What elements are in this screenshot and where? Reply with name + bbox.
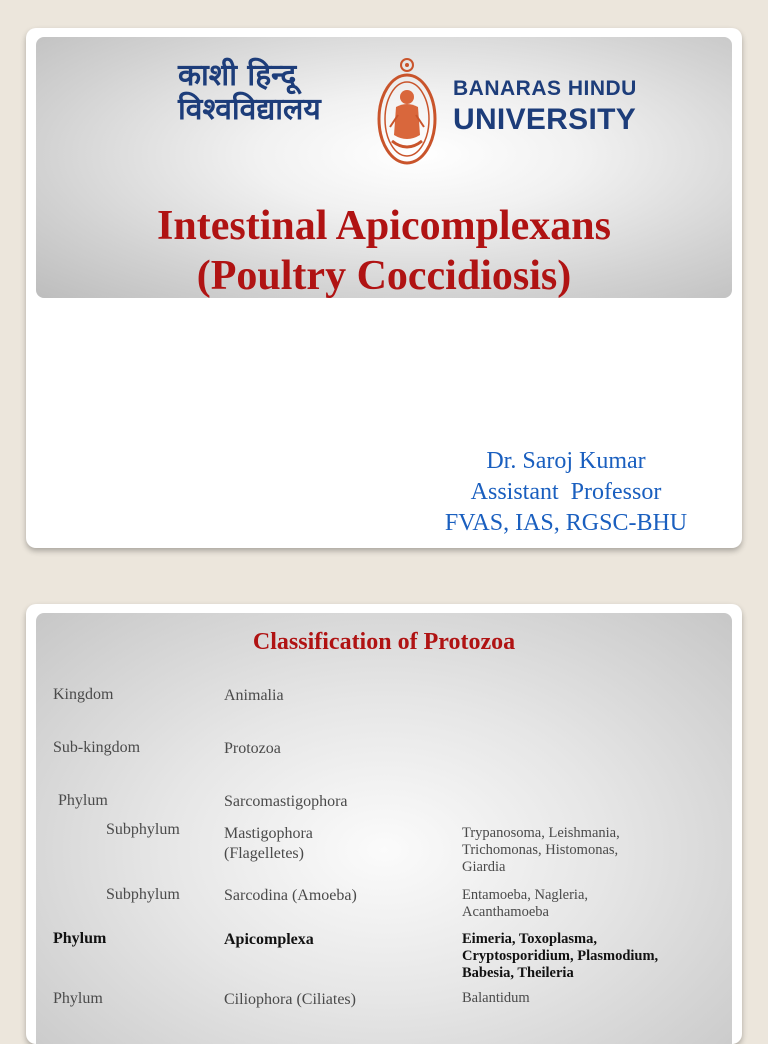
slide-title: [36, 201, 732, 301]
author-affiliation: FVAS, IAS, RGSC-BHU: [444, 510, 688, 536]
taxon-cell: Mastigophora (Flagelletes): [224, 825, 313, 862]
examples-cell: Balantidum: [462, 990, 530, 1006]
university-seal-icon: [376, 57, 438, 169]
rank-cell: Kingdom: [53, 686, 114, 703]
classification-title: Classification of Protozoa: [252, 629, 516, 655]
rank-cell: Sub-kingdom: [53, 739, 141, 756]
examples-cell: Entamoeba, Nagleria, Acanthamoeba: [462, 887, 589, 920]
bhu-logo: [178, 57, 638, 172]
classification-slide: [26, 604, 742, 1044]
title-line-2: (Poultry Coccidiosis): [196, 253, 572, 299]
english-university-name: BANARAS HINDU UNIVERSITY: [453, 77, 637, 136]
rank-cell: Phylum: [53, 990, 103, 1007]
title-header-panel: [36, 37, 732, 298]
taxon-cell: Sarcodina (Amoeba): [224, 887, 357, 904]
rank-cell: Subphylum: [106, 821, 180, 838]
taxon-cell: Ciliophora (Ciliates): [224, 991, 356, 1008]
taxon-cell: Apicomplexa: [224, 931, 314, 948]
examples-cell: Trypanosoma, Leishmania, Trichomonas, Histomonas, Giardia: [462, 825, 620, 875]
rank-cell: Phylum: [58, 792, 108, 809]
author-info: [396, 446, 736, 539]
hindi-university-name: काशी हिन्दू विश्वविद्यालय: [178, 58, 321, 127]
author-position: Assistant Professor: [470, 479, 662, 505]
title-line-1: Intestinal Apicomplexans: [157, 203, 611, 249]
author-name: Dr. Saroj Kumar: [486, 448, 646, 474]
examples-cell: Eimeria, Toxoplasma, Cryptosporidium, Plasmodium, Babesia, Theileria: [462, 931, 659, 981]
rank-cell: Phylum: [53, 930, 107, 947]
classification-panel: [36, 613, 732, 1044]
taxon-cell: Animalia: [224, 687, 284, 704]
taxon-cell: Sarcomastigophora: [224, 793, 348, 810]
rank-cell: Subphylum: [106, 886, 180, 903]
taxon-cell: Protozoa: [224, 740, 281, 757]
title-slide: [26, 28, 742, 548]
